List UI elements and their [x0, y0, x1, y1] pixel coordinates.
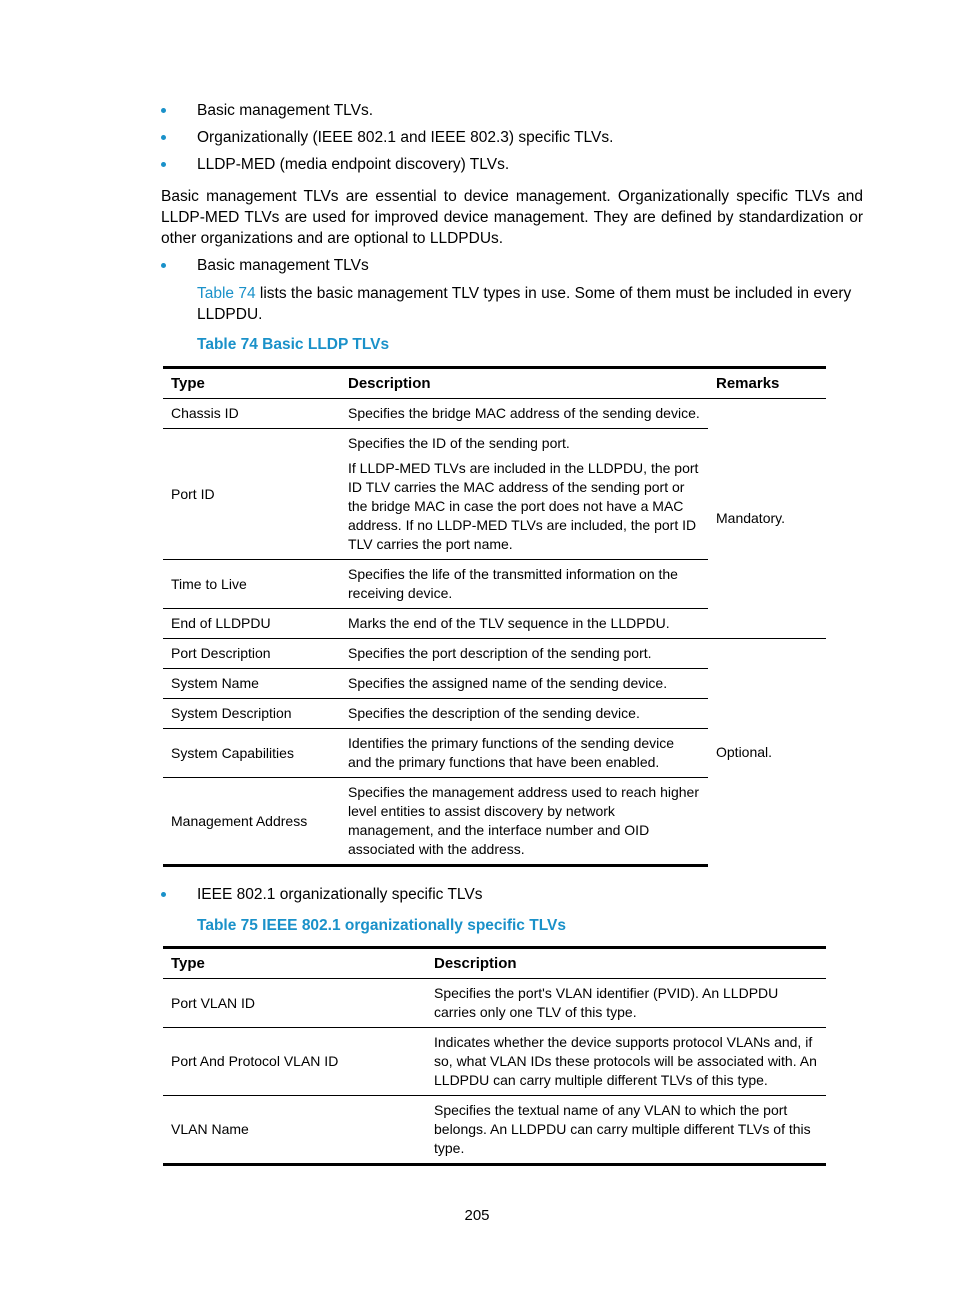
cell-type: System Capabilities [163, 729, 340, 778]
cell-remarks: Optional. [708, 639, 826, 866]
cell-type: Management Address [163, 778, 340, 866]
description-text: Specifies the management address used to reach higher level entities to assist discovery by network management, and the interface number and OID associated with the address. [348, 784, 699, 857]
table-header-row [163, 948, 826, 979]
bullet-dot-icon [161, 162, 166, 167]
table-row [163, 1096, 826, 1165]
description-text: Identifies the primary functions of the sending device and the primary functions that have been enabled. [348, 735, 675, 770]
section1-reference-paragraph [197, 283, 857, 325]
description-text: Specifies the port description of the sending port. [348, 645, 652, 661]
bullet-dot-icon [161, 263, 166, 268]
reference-text: lists the basic management TLV types in use. Some of them must be included in every LLDPDU. [197, 285, 852, 323]
header-type: Type [171, 955, 205, 972]
description-text: Specifies the ID of the sending port. [348, 435, 570, 451]
bullet-text: Basic management TLVs. [197, 102, 374, 119]
cell-type: Port And Protocol VLAN ID [163, 1028, 426, 1096]
table-74-link[interactable]: Table 74 [197, 285, 256, 302]
header-remarks: Remarks [716, 375, 780, 392]
cell-type: Port Description [163, 639, 340, 669]
cell-description [340, 778, 708, 866]
description-text: Specifies the bridge MAC address of the sending device. [348, 405, 700, 421]
bullet-text: IEEE 802.1 organizationally specific TLVs [197, 886, 483, 903]
cell-description [340, 729, 708, 778]
cell-type: Port ID [163, 429, 340, 560]
cell-remarks: Mandatory. [708, 399, 826, 639]
bullet-text: Basic management TLVs [197, 257, 369, 274]
header-type: Type [171, 375, 205, 392]
cell-description [340, 639, 708, 669]
cell-type: System Name [163, 669, 340, 699]
cell-type: VLAN Name [163, 1096, 426, 1165]
cell-description [340, 399, 708, 429]
cell-description [340, 609, 708, 639]
cell-description: Specifies the textual name of any VLAN to which the port belongs. An LLDPDU can carry multiple different TLVs of this type. [426, 1096, 826, 1165]
description-text: If LLDP-MED TLVs are included in the LLDPDU, the port ID TLV carries the MAC address of the sending port or the bridge MAC in case the port does not have a MAC address. If no LLDP-MED TLVs are included, the port ID TLV carries the port name. [348, 460, 699, 552]
header-description: Description [434, 955, 517, 972]
page-number: 205 [464, 1207, 490, 1224]
table-75-caption: Table 75 IEEE 802.1 organizationally specific TLVs [197, 917, 566, 934]
cell-description [340, 669, 708, 699]
header-description: Description [348, 375, 431, 392]
table-74-caption: Table 74 Basic LLDP TLVs [197, 336, 390, 353]
cell-description [340, 429, 708, 560]
description-text: Specifies the description of the sending device. [348, 705, 640, 721]
cell-type: End of LLDPDU [163, 609, 340, 639]
cell-type: Chassis ID [163, 399, 340, 429]
bullet-dot-icon [161, 892, 166, 897]
intro-paragraph: Basic management TLVs are essential to device management. Organizationally specific TLVs and LLDP-MED TLVs are used for improved device management. They are defined by standardization or other organizations and are optional to LLDPDUs. [161, 188, 863, 247]
description-text: Marks the end of the TLV sequence in the LLDPDU. [348, 615, 670, 631]
description-text: Specifies the assigned name of the sending device. [348, 675, 668, 691]
table-74 [163, 366, 826, 867]
description-text: Specifies the life of the transmitted information on the receiving device. [348, 566, 678, 601]
table-row [163, 639, 826, 669]
cell-description: Indicates whether the device supports protocol VLANs and, if so, what VLAN IDs these protocols will be associated with. An LLDPDU can carry multiple different TLVs of this type. [426, 1028, 826, 1096]
table-75 [163, 946, 826, 1166]
cell-description [340, 699, 708, 729]
table-row [163, 399, 826, 429]
bullet-dot-icon [161, 135, 166, 140]
cell-description: Specifies the port's VLAN identifier (PVID). An LLDPDU carries only one TLV of this type. [426, 979, 826, 1028]
table-row [163, 1028, 826, 1096]
table-header-row [163, 368, 826, 399]
cell-description [340, 560, 708, 609]
cell-type: Port VLAN ID [163, 979, 426, 1028]
cell-type: Time to Live [163, 560, 340, 609]
bullet-text: LLDP-MED (media endpoint discovery) TLVs. [197, 156, 510, 173]
table-row [163, 979, 826, 1028]
cell-type: System Description [163, 699, 340, 729]
bullet-text: Organizationally (IEEE 802.1 and IEEE 802.3) specific TLVs. [197, 129, 614, 146]
bullet-dot-icon [161, 108, 166, 113]
